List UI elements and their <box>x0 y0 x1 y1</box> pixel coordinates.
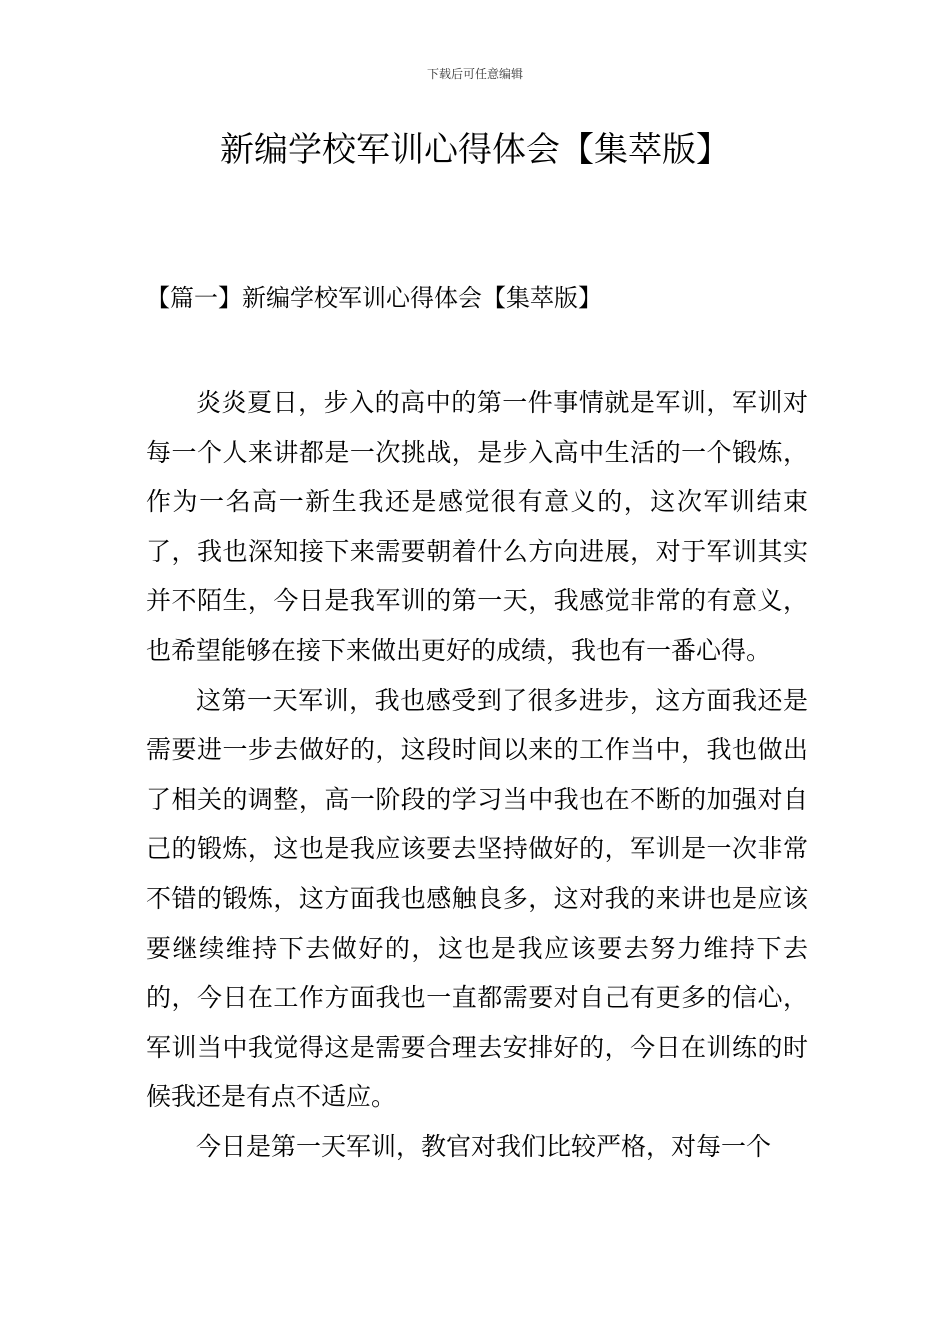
document-title: 新编学校军训心得体会【集萃版】 <box>220 130 730 170</box>
section-heading: 【篇一】新编学校军训心得体会【集萃版】 <box>146 284 602 312</box>
header-note: 下载后可任意编辑 <box>426 67 523 81</box>
paragraph: 今日是第一天军训，教官对我们比较严格，对每一个 <box>196 1131 772 1161</box>
body-text <box>146 378 808 1172</box>
paragraph: 炎炎夏日，步入的高中的第一件事情就是军训，军训对每一个人来讲都是一次挑战，是步入高中生活的一个锻炼，作为一名高一新生我还是感觉很有意义的，这次军训结束了，我也深知接下来需要朝着什么方向进展，对于军训其实并不陌生，今日是我军训的第一天，我感觉非常的有意义，也希望能够在接下来做出更好的成绩，我也有一番心得。 <box>146 388 808 665</box>
paragraph: 这第一天军训，我也感受到了很多进步，这方面我还是需要进一步去做好的，这段时间以来的工作当中，我也做出了相关的调整，高一阶段的学习当中我也在不断的加强对自己的锻炼，这也是我应该要去坚持做好的，军训是一次非常不错的锻炼，这方面我也感触良多，这对我的来讲也是应该要继续维持下去做好的，这也是我应该要去努力维持下去的，今日在工作方面我也一直都需要对自己有更多的信心，军训当中我觉得这是需要合理去安排好的，今日在训练的时候我还是有点不适应。 <box>146 685 808 1112</box>
